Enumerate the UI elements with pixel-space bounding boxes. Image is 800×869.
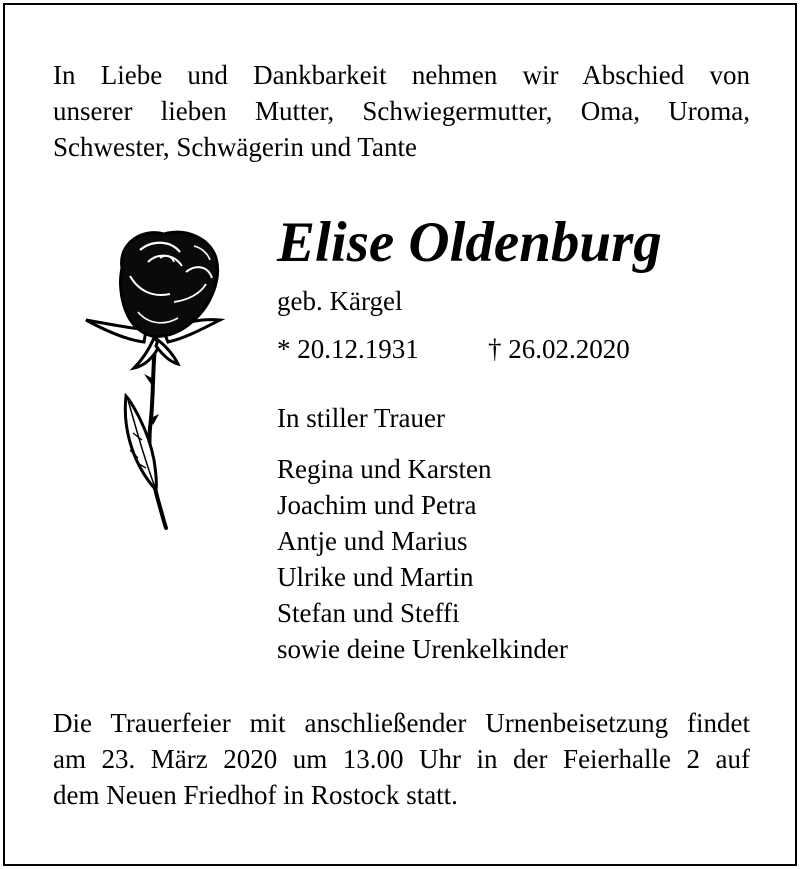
funeral-line: am 23. März 2020 um 13.00 Uhr in der Feierhalle 2 auf — [53, 744, 750, 774]
death-date: † 26.02.2020 — [488, 334, 630, 364]
list-item: sowie deine Urenkelkinder — [277, 634, 568, 664]
intro-text — [53, 57, 750, 165]
intro-line: unserer lieben Mutter, Schwiegermutter, Oma, Uroma, — [53, 96, 750, 126]
list-item: Stefan und Steffi — [277, 598, 460, 628]
birth-date: * 20.12.1931 — [277, 334, 419, 364]
intro-line: Schwester, Schwägerin und Tante — [53, 132, 417, 162]
mourning-heading: In stiller Trauer — [277, 403, 445, 433]
intro-line: In Liebe und Dankbarkeit nehmen wir Abschied von — [53, 60, 750, 90]
list-item: Joachim und Petra — [277, 490, 477, 520]
deceased-name: Elise Oldenburg — [277, 211, 662, 274]
list-item: Regina und Karsten — [277, 454, 492, 484]
rose-icon — [78, 228, 228, 533]
mourners-list — [277, 451, 568, 667]
birth-name: geb. Kärgel — [277, 286, 403, 316]
list-item: Ulrike und Martin — [277, 562, 474, 592]
funeral-line: dem Neuen Friedhof in Rostock statt. — [53, 780, 458, 810]
list-item: Antje und Marius — [277, 526, 468, 556]
funeral-line: Die Trauerfeier mit anschließender Urnenbeisetzung findet — [53, 708, 750, 738]
funeral-info — [53, 705, 750, 813]
